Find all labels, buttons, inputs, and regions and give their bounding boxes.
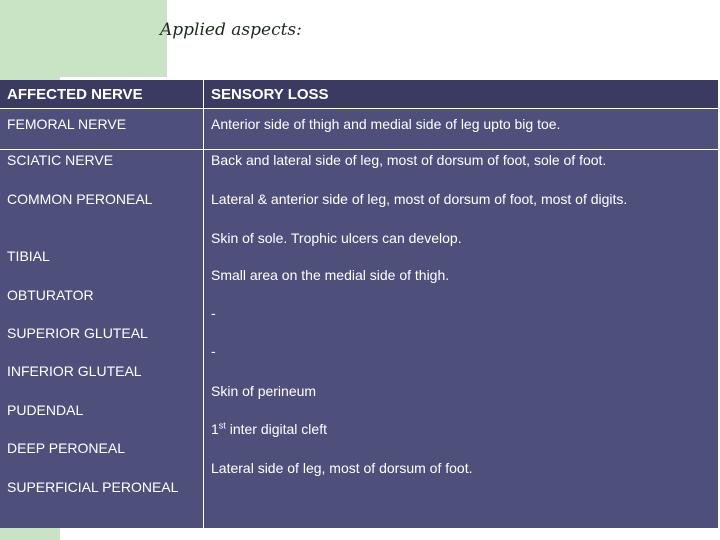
- loss-obturator: Small area on the medial side of thigh.: [211, 267, 450, 283]
- loss-superior-gluteal: -: [211, 305, 216, 321]
- nerve-common-peroneal: COMMON PERONEAL: [7, 191, 153, 207]
- nerve-superior-gluteal: SUPERIOR GLUTEAL: [7, 325, 148, 341]
- loss-deep-peroneal-num: 1: [211, 421, 219, 437]
- nerve-superficial-peroneal: SUPERFICIAL PERONEAL: [7, 479, 179, 495]
- loss-sciatic: Back and lateral side of leg, most of dorsum of foot, sole of foot.: [211, 152, 607, 168]
- loss-superficial-peroneal: Lateral side of leg, most of dorsum of foot.: [211, 460, 473, 476]
- nerve-inferior-gluteal: INFERIOR GLUTEAL: [7, 363, 142, 379]
- top-accent-block: [0, 0, 167, 77]
- loss-pudendal: Skin of perineum: [211, 383, 317, 399]
- slide-title: Applied aspects:: [160, 20, 302, 40]
- column-divider: [203, 80, 204, 528]
- nerve-sciatic: SCIATIC NERVE: [7, 152, 114, 168]
- loss-common-peroneal: Lateral & anterior side of leg, most of dorsum of foot, most of digits.: [211, 191, 628, 207]
- nerve-obturator: OBTURATOR: [7, 287, 94, 303]
- nerve-tibial: TIBIAL: [7, 248, 50, 264]
- header-affected-nerve: AFFECTED NERVE: [7, 86, 143, 103]
- loss-deep-peroneal-sup: st: [218, 420, 226, 431]
- loss-tibial: Skin of sole. Trophic ulcers can develop.: [211, 230, 462, 246]
- nerve-pudendal: PUDENDAL: [7, 402, 84, 418]
- nerve-femoral: FEMORAL NERVE: [7, 116, 127, 132]
- loss-inferior-gluteal: -: [211, 343, 216, 359]
- row-divider: [0, 149, 718, 150]
- nerve-deep-peroneal: DEEP PERONEAL: [7, 440, 126, 456]
- header-sensory-loss: SENSORY LOSS: [211, 86, 329, 103]
- loss-femoral: Anterior side of thigh and medial side of leg upto big toe.: [211, 116, 561, 132]
- loss-deep-peroneal: [211, 420, 327, 438]
- loss-deep-peroneal-rest: inter digital cleft: [225, 421, 327, 437]
